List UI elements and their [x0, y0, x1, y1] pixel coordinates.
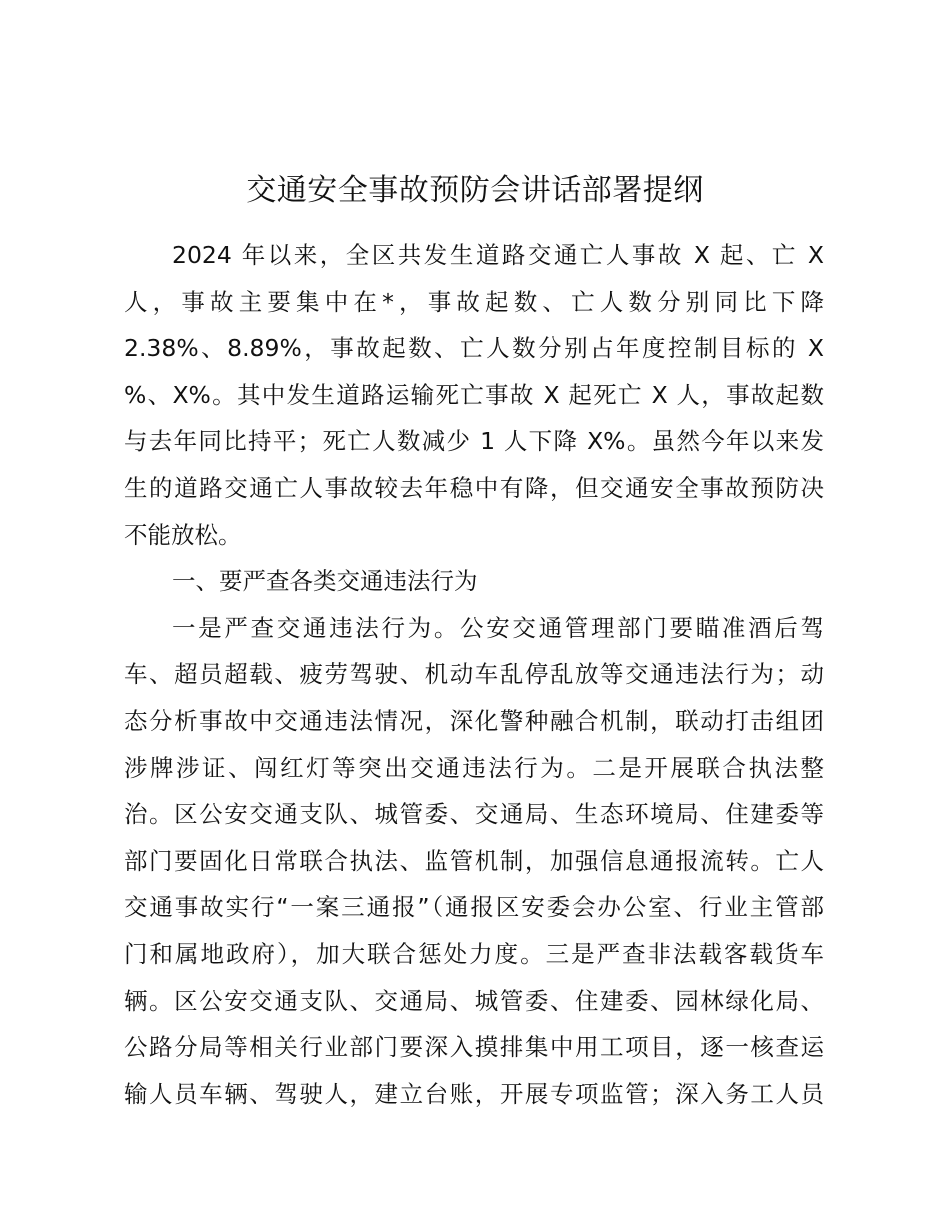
- document-title: 交通安全事故预防会讲话部署提纲: [246, 173, 704, 208]
- paragraph-line: 门和属地政府），加大联合惩处力度。三是严查非法载客载货车: [124, 939, 824, 968]
- paragraph-line: 不能放松。: [124, 520, 242, 549]
- paragraph-line: 涉牌涉证、闯红灯等突出交通违法行为。二是开展联合执法整: [124, 753, 824, 782]
- paragraph-line: %、X%。其中发生道路运输死亡事故 X 起死亡 X 人，事故起数: [124, 380, 824, 409]
- paragraph-line: 与去年同比持平；死亡人数减少 1 人下降 X%。虽然今年以来发: [124, 427, 824, 456]
- paragraph-line: 生的道路交通亡人事故较去年稳中有降，但交通安全事故预防决: [124, 473, 824, 502]
- paragraph-line: 部门要固化日常联合执法、监管机制，加强信息通报流转。亡人: [124, 846, 824, 875]
- paragraph-line: 输人员车辆、驾驶人，建立台账，开展专项监管；深入务工人员: [124, 1079, 824, 1108]
- paragraph-line: 2024 年以来，全区共发生道路交通亡人事故 X 起、亡 X: [172, 241, 824, 269]
- paragraph-line: 车、超员超载、疲劳驾驶、机动车乱停乱放等交通违法行为；动: [124, 660, 824, 689]
- paragraph-line: 人，事故主要集中在*，事故起数、亡人数分别同比下降: [124, 287, 824, 316]
- document-body: [124, 232, 824, 1117]
- paragraph-line: 辆。区公安交通支队、交通局、城管委、住建委、园林绿化局、: [124, 986, 824, 1015]
- paragraph-line: 公路分局等相关行业部门要深入摸排集中用工项目，逐一核查运: [124, 1033, 824, 1062]
- paragraph-line: 2.38%、8.89%，事故起数、亡人数分别占年度控制目标的 X: [124, 334, 824, 363]
- paragraph-line: 态分析事故中交通违法情况，深化警种融合机制，联动打击组团: [124, 706, 824, 735]
- paragraph-line: 一是严查交通违法行为。公安交通管理部门要瞄准酒后驾: [172, 613, 824, 642]
- paragraph-line: 治。区公安交通支队、城管委、交通局、生态环境局、住建委等: [124, 800, 824, 829]
- section-heading: 一、要严查各类交通违法行为: [172, 567, 478, 596]
- paragraph-line: 交通事故实行“一案三通报”（通报区安委会办公室、行业主管部: [124, 893, 824, 922]
